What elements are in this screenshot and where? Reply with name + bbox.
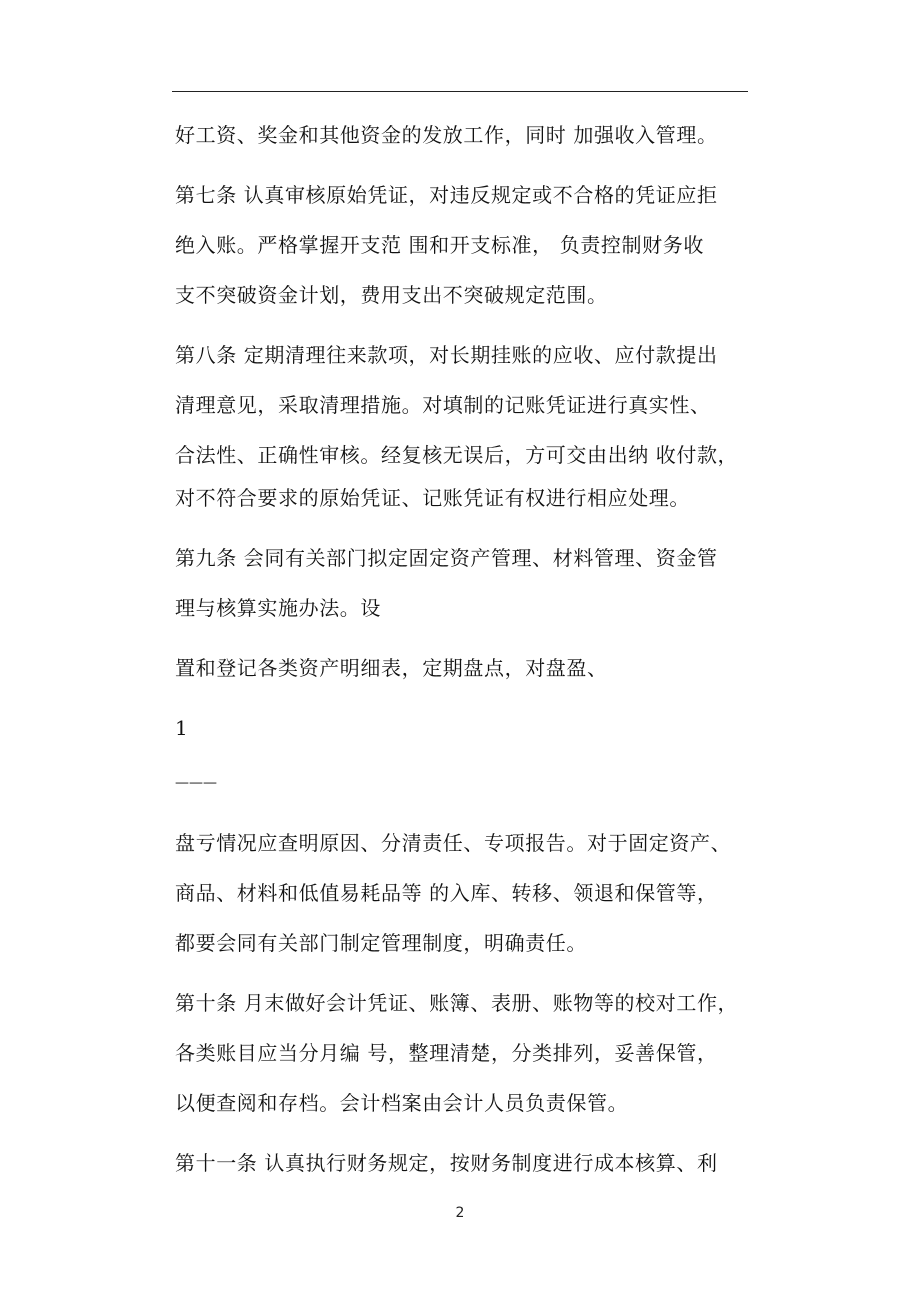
text-line: 第七条 认真审核原始凭证，对违反规定或不合格的凭证应拒	[175, 183, 718, 207]
text-line: 第十条 月末做好会计凭证、账簿、表册、账物等的校对工作，	[175, 991, 739, 1015]
page-number: 2	[455, 1205, 465, 1221]
text-line: 对不符合要求的原始凭证、记账凭证有权进行相应处理。	[175, 486, 690, 510]
text-line: 各类账目应当分月编 号，整理清楚，分类排列，妥善保管，	[175, 1041, 718, 1065]
text-line: 盘亏情况应查明原因、分清责任、专项报告。对于固定资产、	[175, 831, 732, 855]
text-line: 商品、材料和低值易耗品等 的入库、转移、领退和保管等，	[175, 881, 718, 905]
text-line: 绝入账。严格掌握开支范 围和开支标准， 负责控制财务收	[175, 233, 704, 257]
text-line: 第九条 会同有关部门拟定固定资产管理、材料管理、资金管	[175, 546, 718, 570]
text-line: 以便查阅和存档。会计档案由会计人员负责保管。	[175, 1091, 629, 1115]
text-line: 理与核算实施办法。设	[175, 596, 381, 620]
text-line: 支不突破资金计划，费用支出不突破规定范围。	[175, 283, 608, 307]
text-line: 好工资、奖金和其他资金的发放工作，同时 加强收入管理。	[175, 123, 718, 147]
text-line: 第十一条 认真执行财务规定，按财务制度进行成本核算、利	[175, 1151, 718, 1175]
text-line: 第八条 定期清理往来款项，对长期挂账的应收、应付款提出	[175, 343, 718, 367]
text-line: 合法性、正确性审核。经复核无误后，方可交由出纳 收付款，	[175, 443, 739, 467]
page-break-marker: ———	[175, 775, 217, 791]
header-rule	[172, 91, 748, 92]
inline-page-marker: 1	[175, 716, 189, 740]
text-line: 都要会同有关部门制定管理制度，明确责任。	[175, 931, 587, 955]
text-line: 置和登记各类资产明细表，定期盘点，对盘盈、	[175, 656, 608, 680]
text-line: 清理意见，采取清理措施。对填制的记账凭证进行真实性、	[175, 393, 711, 417]
